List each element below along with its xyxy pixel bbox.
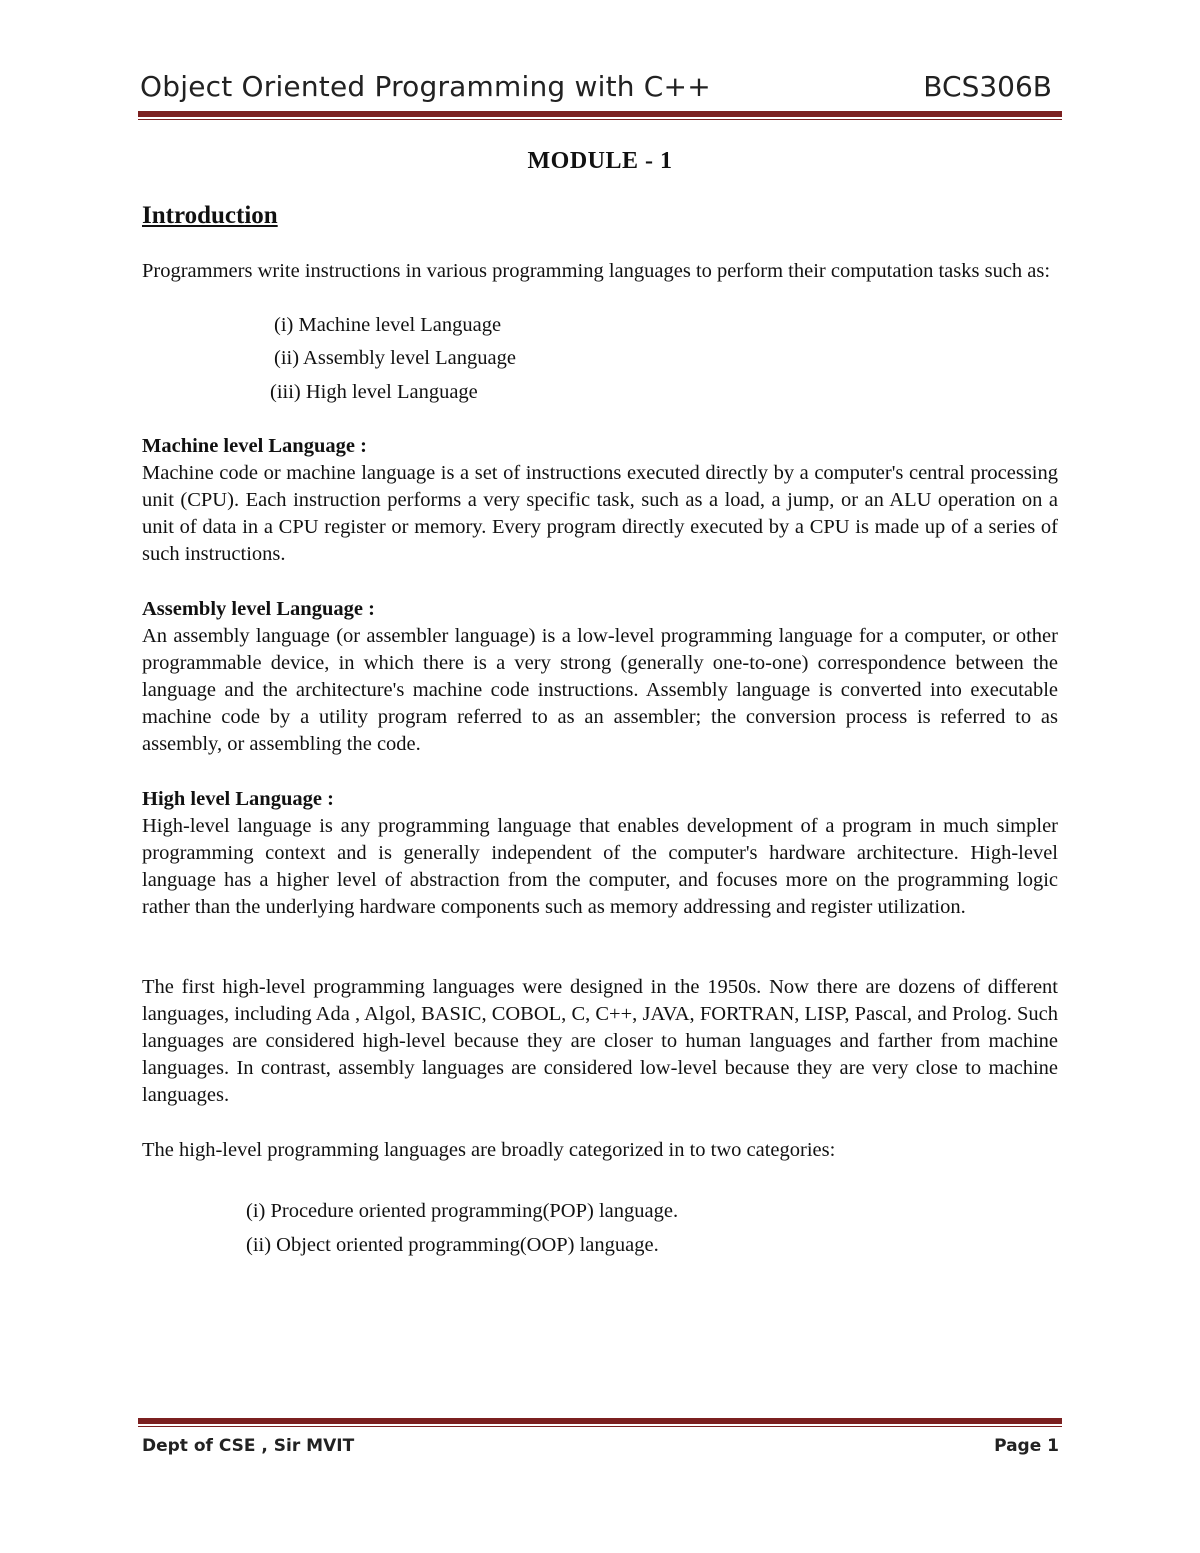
category-item-1: (i) Procedure oriented programming(POP) language. — [246, 1200, 679, 1222]
machine-heading: Machine level Language : — [142, 435, 367, 457]
lang-list-item-2: (ii) Assembly level Language — [274, 347, 516, 369]
page-number: Page 1 — [994, 1436, 1059, 1456]
categories-paragraph: The high-level programming languages are broadly categorized in to two categories: — [142, 1139, 836, 1161]
lang-list-item-3: (iii) High level Language — [270, 381, 478, 403]
header-rule-thin — [138, 119, 1062, 120]
footer-department: Dept of CSE , Sir MVIT — [142, 1436, 355, 1456]
assembly-text: An assembly language (or assembler language) is a low-level programming language for a computer, or other programmable device, in which there is a very strong (generally one-to-one) correspondence between the language and the architecture's machine code instructions. Assembly language is converted into executable machine code by a utility program referred to as an assembler; the conversion process is referred to as assembly, or assembling the code. — [142, 625, 1058, 755]
lang-list-item-1: (i) Machine level Language — [274, 314, 502, 336]
course-code: BCS306B — [923, 70, 1052, 103]
header-rule — [138, 111, 1062, 117]
footer-rule-thin — [138, 1426, 1062, 1427]
high-heading: High level Language : — [142, 788, 334, 810]
machine-text: Machine code or machine language is a set of instructions executed directly by a computer's central processing unit (CPU). Each instruction performs a very specific task, such as a load, a jump, or an ALU operation on a unit of data in a CPU register or memory. Every program directly executed by a CPU is made up of a series of such instructions. — [142, 462, 1058, 565]
history-paragraph: The first high-level programming languages were designed in the 1950s. Now there are dozens of different languages, including Ada , Algol, BASIC, COBOL, C, C++, JAVA, FORTRAN, LISP, Pascal, and Prolog. Such languages are considered high-level because they are closer to human languages and farther from machine languages. In contrast, assembly languages are considered low-level because they are very close to machine languages. — [142, 976, 1058, 1106]
assembly-section — [142, 596, 1058, 758]
high-text: High-level language is any programming language that enables development of a program in much simpler programming context and is generally independent of the computer's hardware architecture. High-level language has a higher level of abstraction from the computer, and focuses more on the programming logic rather than the underlying hardware components such as memory addressing and register utilization. — [142, 815, 1058, 918]
intro-paragraph: Programmers write instructions in various programming languages to perform their computation tasks such as: — [142, 260, 1051, 282]
module-title: MODULE - 1 — [527, 148, 673, 174]
header-title: Object Oriented Programming with C++ — [140, 70, 711, 103]
machine-section — [142, 433, 1058, 568]
category-item-2: (ii) Object oriented programming(OOP) language. — [246, 1234, 659, 1256]
assembly-heading: Assembly level Language : — [142, 598, 375, 620]
introduction-heading: Introduction — [142, 202, 278, 229]
footer-rule — [138, 1418, 1062, 1424]
high-section — [142, 786, 1058, 921]
